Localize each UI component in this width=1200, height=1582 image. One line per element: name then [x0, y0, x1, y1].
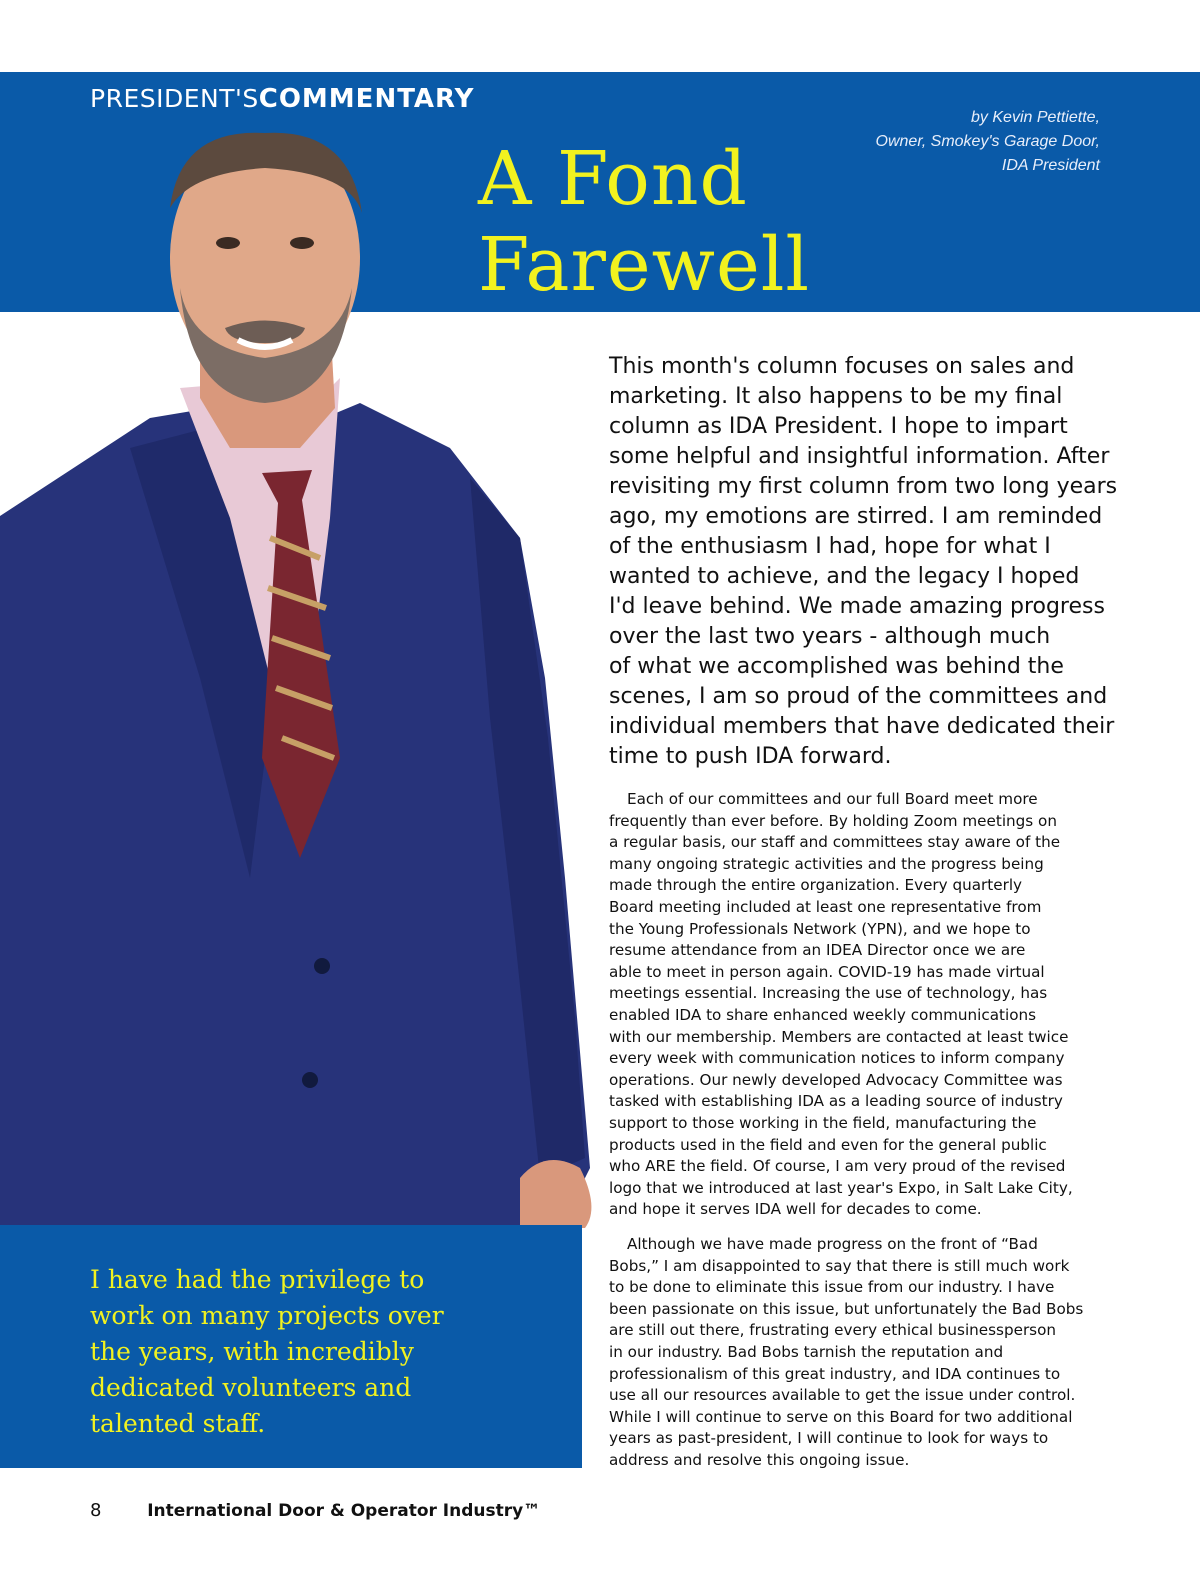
lead-line: of what we accomplished was behind the [609, 654, 1064, 679]
quote-line: dedicated volunteers and [90, 1373, 412, 1402]
lead-line: time to push IDA forward. [609, 744, 892, 769]
body-line: and hope it serves IDA well for decades to come. [609, 1200, 982, 1219]
body-line: frequently than ever before. By holding Zoom meetings on [609, 811, 1057, 830]
body-paragraph-2 [609, 1234, 1169, 1472]
lead-line: individual members that have dedicated their [609, 714, 1115, 739]
quote-line: work on many projects over [90, 1301, 444, 1330]
lead-line: scenes, I am so proud of the committees and [609, 684, 1108, 709]
body-line: address and resolve this ongoing issue. [609, 1450, 910, 1469]
body-line: operations. Our newly developed Advocacy Committee was [609, 1070, 1063, 1089]
body-paragraph-1 [609, 789, 1169, 1221]
body-line: every week with communication notices to inform company [609, 1049, 1065, 1068]
body-line: years as past-president, I will continue to look for ways to [609, 1429, 1049, 1448]
body-line: many ongoing strategic activities and the progress being [609, 854, 1044, 873]
body-line: been passionate on this issue, but unfortunately the Bad Bobs [609, 1299, 1084, 1318]
byline-line: Owner, Smokey's Garage Door, [875, 133, 1100, 150]
body-line: Bobs,” I am disappointed to say that there is still much work [609, 1256, 1070, 1275]
lead-line: of the enthusiasm I had, hope for what I [609, 534, 1051, 559]
body-line: who ARE the field. Of course, I am very proud of the revised [609, 1157, 1066, 1176]
body-line: the Young Professionals Network (YPN), and we hope to [609, 919, 1031, 938]
body-line: Board meeting included at least one representative from [609, 897, 1042, 916]
lead-line: marketing. It also happens to be my final [609, 384, 1063, 409]
section-main: COMMENTARY [258, 84, 475, 114]
body-line: Although we have made progress on the front of “Bad [627, 1235, 1038, 1253]
body-line: tasked with establishing IDA as a leading source of industry [609, 1092, 1063, 1111]
page-footer [90, 1500, 540, 1521]
section-label [90, 84, 474, 114]
body-line: a regular basis, our staff and committees stay aware of the [609, 833, 1061, 852]
lead-line: wanted to achieve, and the legacy I hoped [609, 564, 1080, 589]
body-line: professionalism of this great industry, and IDA continues to [609, 1364, 1061, 1383]
quote-line: I have had the privilege to [90, 1265, 425, 1294]
body-line: support to those working in the field, manufacturing the [609, 1113, 1037, 1132]
byline [876, 106, 1100, 178]
quote-line: talented staff. [90, 1409, 266, 1438]
byline-line: IDA President [1001, 157, 1100, 174]
lead-line: revisiting my first column from two long years [609, 474, 1118, 499]
byline-line: by Kevin Pettiette, [971, 109, 1100, 126]
page-number: 8 [90, 1500, 102, 1521]
lead-line: over the last two years - although much [609, 624, 1051, 649]
body-line: While I will continue to serve on this Board for two additional [609, 1407, 1073, 1426]
body-line: resume attendance from an IDEA Director once we are [609, 941, 1026, 960]
pull-quote [90, 1262, 560, 1442]
title-line: Farewell [478, 222, 811, 308]
lead-line: I'd leave behind. We made amazing progress [609, 594, 1105, 619]
body-line: enabled IDA to share enhanced weekly communications [609, 1005, 1037, 1024]
body-line: Each of our committees and our full Board meet more [627, 790, 1038, 808]
body-line: are still out there, frustrating every ethical businessperson [609, 1321, 1057, 1340]
body-line: to be done to eliminate this issue from our industry. I have [609, 1278, 1055, 1297]
lead-line: This month's column focuses on sales and [609, 354, 1075, 379]
section-prefix: PRESIDENT'S [90, 84, 259, 113]
body-line: logo that we introduced at last year's Expo, in Salt Lake City, [609, 1178, 1073, 1197]
publication-name: International Door & Operator Industry™ [147, 1501, 541, 1521]
body-line: in our industry. Bad Bobs tarnish the reputation and [609, 1342, 1004, 1361]
lead-paragraph [609, 352, 1169, 772]
body-line: able to meet in person again. COVID-19 has made virtual [609, 962, 1045, 981]
body-line: meetings essential. Increasing the use of technology, has [609, 984, 1048, 1003]
body-line: use all our resources available to get the issue under control. [609, 1386, 1076, 1405]
lead-line: column as IDA President. I hope to impart [609, 414, 1068, 439]
lead-line: ago, my emotions are stirred. I am reminded [609, 504, 1103, 529]
author-photo [0, 118, 600, 1228]
quote-line: the years, with incredibly [90, 1337, 414, 1366]
body-line: made through the entire organization. Every quarterly [609, 876, 1023, 895]
title-line: A Fond [478, 136, 748, 222]
body-line: products used in the field and even for the general public [609, 1135, 1047, 1154]
body-line: with our membership. Members are contacted at least twice [609, 1027, 1069, 1046]
lead-line: some helpful and insightful information. After [609, 444, 1110, 469]
